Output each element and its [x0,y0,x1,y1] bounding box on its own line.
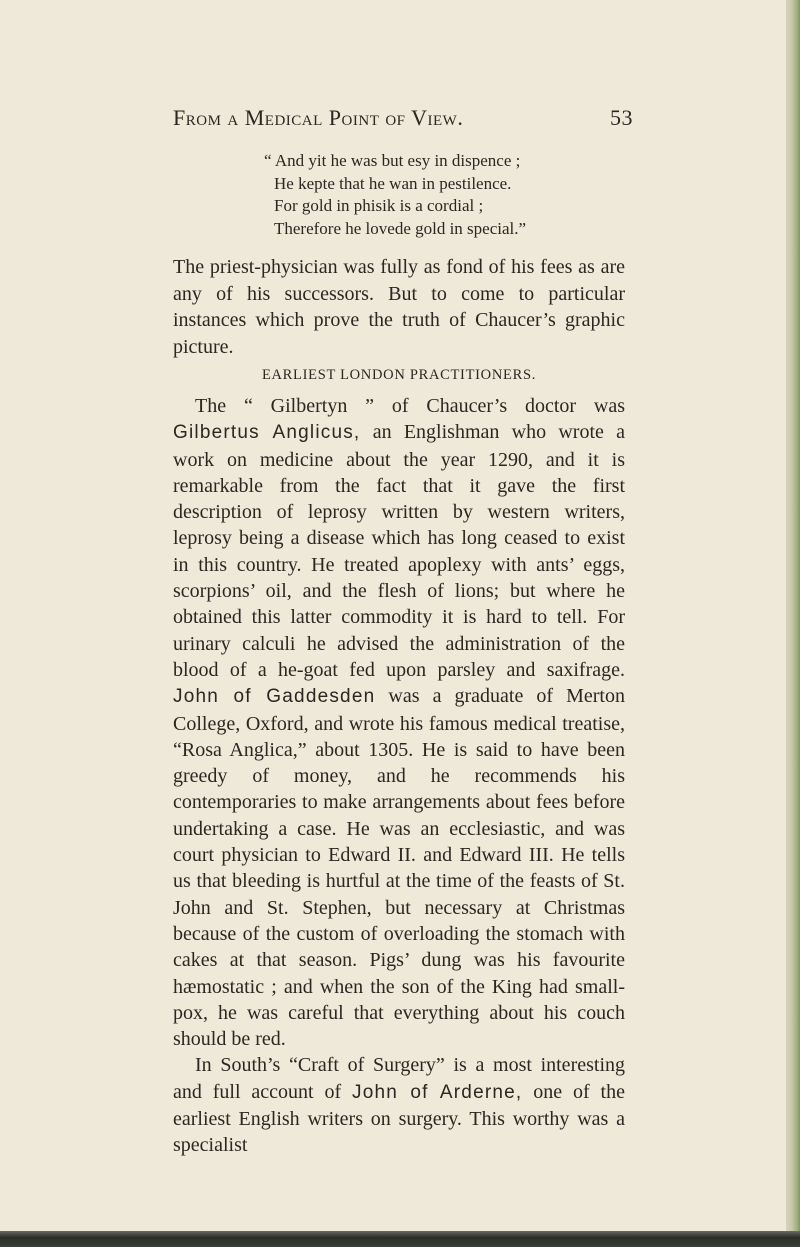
paragraph-text: an Englishman who wrote a work on medicine about the year 1290, and it is remarkable from the fact that it gave the first description of leprosy written by western writers, leprosy being a disease which has long ceased to exist in this country. He treated apoplexy with ants’ eggs, scorpions’ oil, and the flesh of lions; but where he obtained this latter commodity it is hard to tell. For urinary calculi he advised the administration of the blood of a he-goat fed upon parsley and saxifrage. [173,421,626,681]
paragraph-text: The “ Gilbertyn ” of Chaucer’s doctor was [195,395,625,417]
verse-quotation [264,150,527,240]
verse-line: For gold in phisik is a cordial ; [274,196,484,215]
paragraph-gilbertus [173,393,625,1052]
running-header [173,105,633,131]
verse-line: “ And yit he was but esy in dispence ; [264,151,521,170]
paragraph-arderne [173,1052,625,1158]
page-edge-right [786,0,800,1247]
page-number: 53 [610,105,633,130]
intro-paragraph: The priest-physician was fully as fond of his fees as are any of his successors. But to come to particular instances which prove the truth of Chaucer’s graphic picture. [173,256,625,358]
intro-block [173,254,625,360]
page-edge-bottom [0,1231,800,1247]
verse-line: He kepte that he wan in pestilence. [274,173,512,193]
section-heading: EARLIEST LONDON PRACTITIONERS. [261,367,537,383]
paragraph-text: was a graduate of Merton College, Oxford, and wrote his famous medical treatise, “Rosa Anglica,” about 1305. He is said to have been greedy of money, and he recommends his contemporaries to make arrangements about fees before undertaking a case. He was an ecclesiastic, and was court physician to Edward II. and Edward III. He tells us that bleeding is hurtful at the time of the feasts of St. John and St. Stephen, but necessary at Christmas because of the custom of overloading the stomach with cakes at that season. Pigs’ dung was his favourite hæmostatic ; and when the son of the King had small-pox, he was careful that everything about his couch should be red. [173,685,625,1051]
running-title: From a Medical Point of View. [173,105,464,130]
body-text [173,393,625,1159]
paragraph-text: In South’s “Craft of Surgery” is a most interesting and full account of [173,1054,625,1103]
person-name-gaddesden: John of Gaddesden [173,686,376,708]
paragraph-text: one of the earliest English writers on surgery. This worthy was a specialist [173,1080,625,1157]
verse-line: Therefore he lovede gold in special.” [274,218,527,238]
person-name-gilbertus: Gilbertus Anglicus, [173,422,361,444]
person-name-arderne: John of Arderne, [352,1081,523,1103]
